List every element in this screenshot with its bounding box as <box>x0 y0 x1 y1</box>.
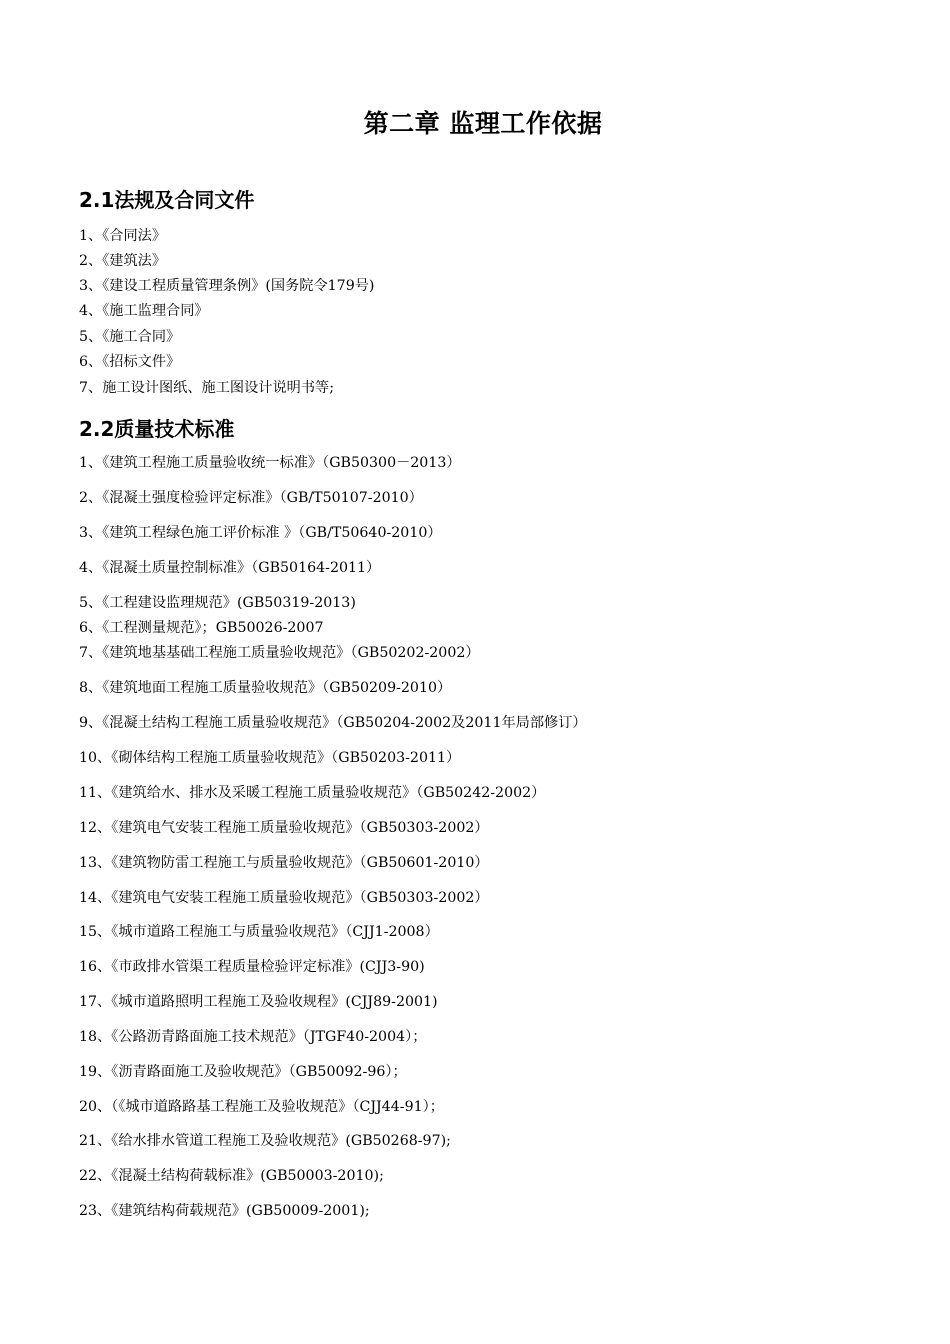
list-item: 6、《工程测量规范》；GB50026-2007 <box>79 620 324 636</box>
list-item: 7、施工设计图纸、施工图设计说明书等; <box>79 380 334 396</box>
list-item: 17、《城市道路照明工程施工及验收规程》(CJJ89-2001) <box>79 994 438 1010</box>
list-item: 2、《混凝土强度检验评定标准》（GB/T50107-2010） <box>79 490 423 506</box>
list-item: 18、《公路沥青路面施工技术规范》（JTGF40-2004）； <box>79 1029 427 1045</box>
list-item: 9、《混凝土结构工程施工质量验收规范》（GB50204-2002及2011年局部修订） <box>79 715 587 731</box>
list-item: 1、《建筑工程施工质量验收统一标准》（GB50300－2013） <box>79 455 461 471</box>
list-item: 10、《砌体结构工程施工质量验收规范》（GB50203-2011） <box>79 750 461 766</box>
list-item: 5、《施工合同》 <box>79 329 181 345</box>
list-item: 1、《合同法》 <box>79 228 167 244</box>
chapter-title: 第二章 监理工作依据 <box>363 109 603 138</box>
list-item: 4、《混凝土质量控制标准》（GB50164-2011） <box>79 560 381 576</box>
list-item: 21、《给水排水管道工程施工及验收规范》(GB50268-97); <box>79 1133 451 1149</box>
list-item: 20、（《城市道路路基工程施工及验收规范》（CJJ44-91）； <box>79 1099 444 1115</box>
list-item: 2、《建筑法》 <box>79 253 167 269</box>
list-item: 11、《建筑给水、排水及采暖工程施工质量验收规范》（GB50242-2002） <box>79 785 546 801</box>
list-item: 22、《混凝土结构荷载标准》(GB50003-2010); <box>79 1168 384 1184</box>
list-item: 14、《建筑电气安装工程施工质量验收规范》（GB50303-2002） <box>79 890 489 906</box>
list-item: 15、《城市道路工程施工与质量验收规范》（CJJ1-2008） <box>79 924 439 940</box>
section-heading-quality-standards: 2.2质量技术标准 <box>79 417 235 441</box>
list-item: 7、《建筑地基基础工程施工质量验收规范》（GB50202-2002） <box>79 645 480 661</box>
section-heading-regulations: 2.1法规及合同文件 <box>79 188 255 212</box>
list-item: 19、《沥青路面施工及验收规范》（GB50092-96）； <box>79 1064 407 1080</box>
list-item: 8、《建筑地面工程施工质量验收规范》（GB50209-2010） <box>79 680 452 696</box>
list-item: 3、《建筑工程绿色施工评价标准 》（GB/T50640-2010） <box>79 525 442 541</box>
list-item: 3、《建设工程质量管理条例》(国务院令179号) <box>79 278 375 294</box>
list-item: 23、《建筑结构荷载规范》(GB50009-2001); <box>79 1203 370 1219</box>
list-item: 6、《招标文件》 <box>79 354 181 370</box>
list-item: 13、《建筑物防雷工程施工与质量验收规范》（GB50601-2010） <box>79 855 489 871</box>
list-item: 16、《市政排水管渠工程质量检验评定标准》(CJJ3-90) <box>79 959 425 975</box>
list-item: 5、《工程建设监理规范》(GB50319-2013) <box>79 595 356 611</box>
list-item: 12、《建筑电气安装工程施工质量验收规范》（GB50303-2002） <box>79 820 489 836</box>
list-item: 4、《施工监理合同》 <box>79 303 209 319</box>
